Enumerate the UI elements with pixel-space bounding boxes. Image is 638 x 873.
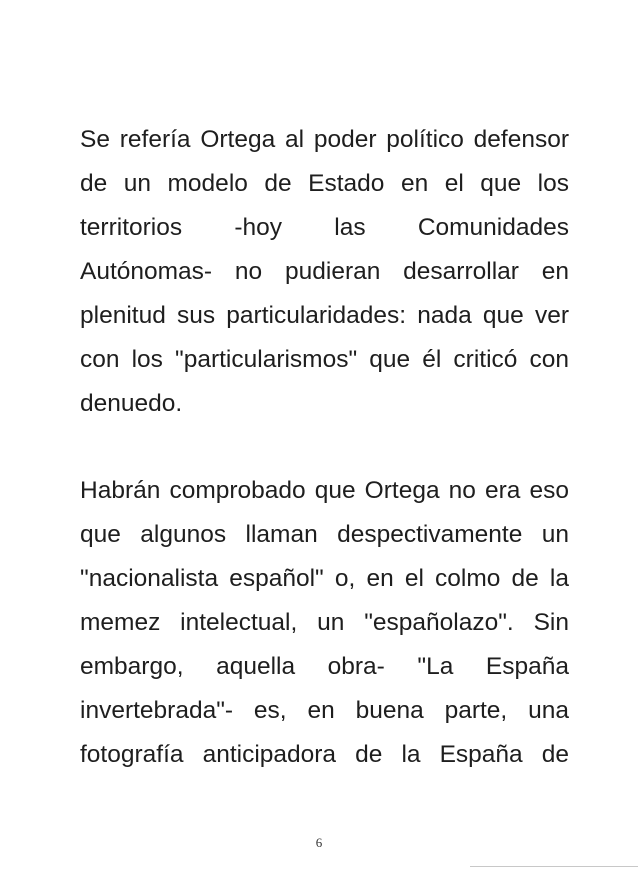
paragraph-2 (80, 469, 569, 777)
text-line: plenitud sus particularidades: nada que ver (80, 302, 569, 329)
text-line: memez intelectual, un "españolazo". Sin (80, 609, 569, 636)
text-line: embargo, aquella obra- "La España (80, 653, 569, 680)
page-number: 6 (315, 835, 323, 850)
text-line: que algunos llaman despectivamente un (80, 521, 569, 548)
text-line: de un modelo de Estado en el que los (80, 170, 569, 197)
text-line: "nacionalista español" o, en el colmo de la (80, 565, 569, 592)
paragraph-1 (80, 118, 569, 426)
text-line: Habrán comprobado que Ortega no era eso (80, 477, 569, 504)
text-line: Autónomas- no pudieran desarrollar en (80, 258, 569, 285)
text-line: denuedo. (80, 390, 183, 417)
text-line: con los "particularismos" que él criticó con (80, 346, 569, 373)
text-line: invertebrada"- es, en buena parte, una (80, 697, 569, 724)
text-line: Se refería Ortega al poder político defensor (80, 126, 569, 153)
bottom-divider (470, 866, 638, 867)
text-line: fotografía anticipadora de la España de (80, 741, 569, 768)
text-line: territorios -hoy las Comunidades (80, 214, 569, 241)
